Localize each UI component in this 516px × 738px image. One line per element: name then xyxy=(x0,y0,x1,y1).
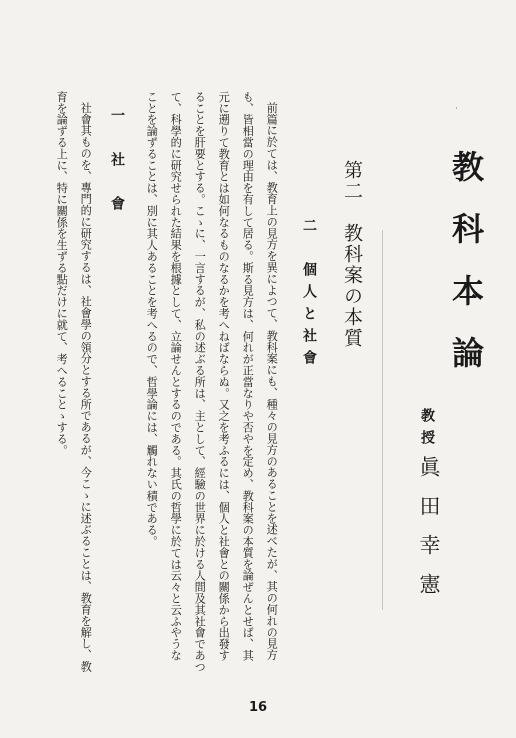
body-line: も、皆相當の理由を有して居る。斯る見方は、何れが正當なりや否やを定め、教科案の本質を論ぜんとせば、其 xyxy=(241,91,255,661)
section-heading-individual-society: 二 個人と社會 xyxy=(301,218,317,372)
body-line: ことを論ずることは、別に其人あることを考へるので、哲學論には、觸れない積である。 xyxy=(145,91,159,547)
corner-mark: · xyxy=(455,104,458,114)
body-line: て、科學的に研究せられた結果を根據として、立論せんとするのである。其氏の哲學に於ては云々と云ふやうな xyxy=(169,91,183,661)
author-role: 教授 xyxy=(419,408,435,452)
body-line: ることを肝要とする。こゝに、一言するが、私の述ぶる所は、主として、經驗の世界に於ける人間及其社會であつ xyxy=(193,91,207,673)
page-number: 16 xyxy=(248,700,268,715)
author-name: 眞田幸憲 xyxy=(417,456,441,612)
section-heading-society: 一 社 會 xyxy=(109,108,125,218)
title-divider xyxy=(382,230,383,610)
body-line: 社會其ものを、專門的に研究するは、社會學の領分とする所であるが、今こゝに述ぶることは、教育を解し、教 xyxy=(79,102,93,672)
body-line: 前篇に於ては、教育上の見方を異によつて、教科案にも、種々の見方のあることを述べたが、其の何れの見方 xyxy=(265,102,279,661)
chapter-heading: 第二 教科案の本質 xyxy=(341,160,363,349)
article-title: 教科本論 xyxy=(447,150,485,398)
body-line: 元に遡りて教育とは如何なるものなるかを考へねばならぬ。又之を考ふるには、個人と社會との關係から出發す xyxy=(217,91,231,661)
body-line: 育を論ずる上に、特に關係を生ずる點だけに就て、考へることゝする。 xyxy=(55,91,69,456)
